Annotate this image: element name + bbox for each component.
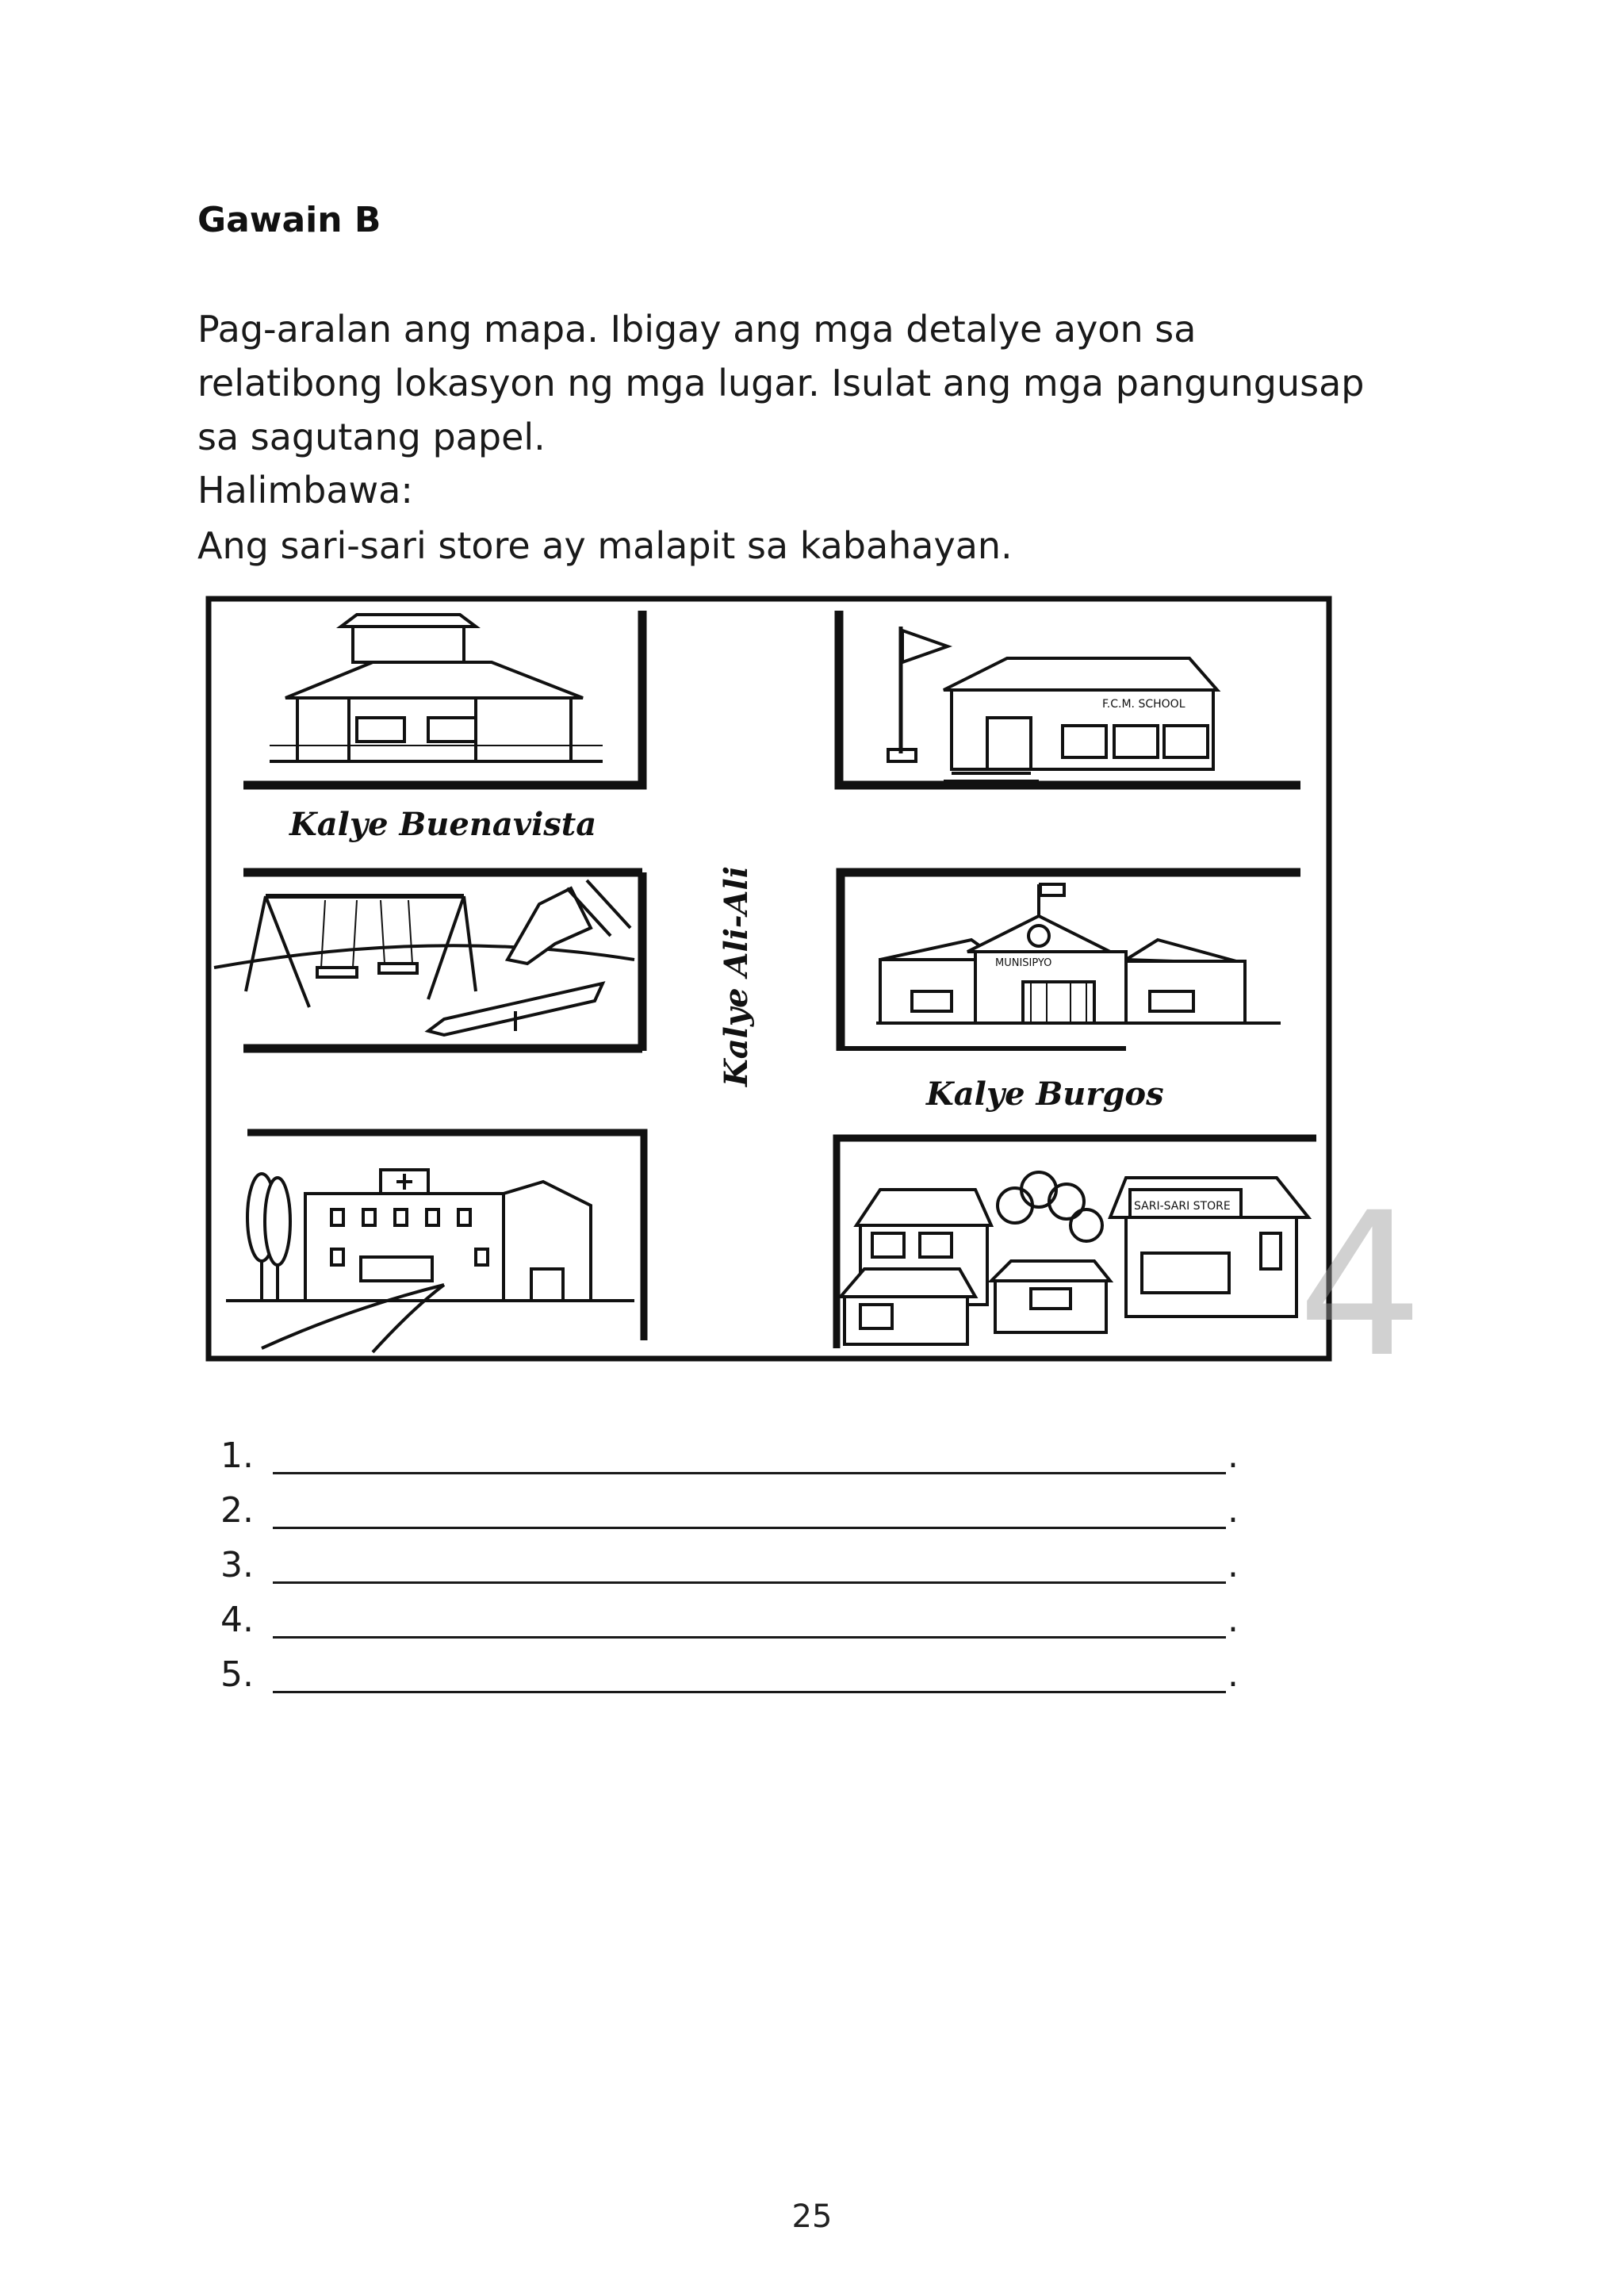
answer-line[interactable] (273, 1527, 1226, 1529)
answer-period: . (1228, 1490, 1239, 1531)
answer-row-4 (0, 1600, 1624, 1647)
answer-number: 4. (220, 1600, 254, 1640)
answer-line[interactable] (273, 1636, 1226, 1639)
answer-period: . (1228, 1654, 1239, 1695)
answer-row-2 (0, 1490, 1624, 1538)
instruction-line-3: sa sagutang papel. (197, 416, 546, 458)
page-number: 25 (791, 2198, 833, 2235)
answer-number: 5. (220, 1654, 254, 1695)
answer-row-5 (0, 1654, 1624, 1702)
answer-period: . (1228, 1435, 1239, 1476)
municipal-sign: MUNISIPYO (995, 957, 1052, 969)
answer-line[interactable] (273, 1581, 1226, 1584)
answer-number: 2. (220, 1490, 254, 1531)
answer-period: . (1228, 1600, 1239, 1640)
instruction-line-1: Pag-aralan ang mapa. Ibigay ang mga detalye ayon sa (197, 308, 1197, 351)
example-label: Halimbawa: (197, 469, 413, 512)
answer-number: 3. (220, 1545, 254, 1585)
answer-period: . (1228, 1545, 1239, 1585)
answer-row-1 (0, 1435, 1624, 1483)
street-ali-ali: Kalye Ali-Ali (718, 866, 755, 1087)
answer-line[interactable] (273, 1472, 1226, 1474)
watermark: 4 (1297, 1170, 1424, 1401)
store-sign: SARI-SARI STORE (1134, 1200, 1231, 1213)
school-sign: F.C.M. SCHOOL (1102, 698, 1185, 711)
activity-title: Gawain B (197, 200, 381, 240)
example-sentence: Ang sari-sari store ay malapit sa kabahayan. (197, 524, 1013, 567)
street-buenavista: Kalye Buenavista (289, 806, 597, 843)
answer-row-3 (0, 1545, 1624, 1593)
answer-number: 1. (220, 1435, 254, 1476)
answer-line[interactable] (273, 1691, 1226, 1693)
instruction-line-2: relatibong lokasyon ng mga lugar. Isulat ang mga pangungusap (197, 362, 1365, 404)
street-burgos: Kalye Burgos (926, 1075, 1164, 1113)
